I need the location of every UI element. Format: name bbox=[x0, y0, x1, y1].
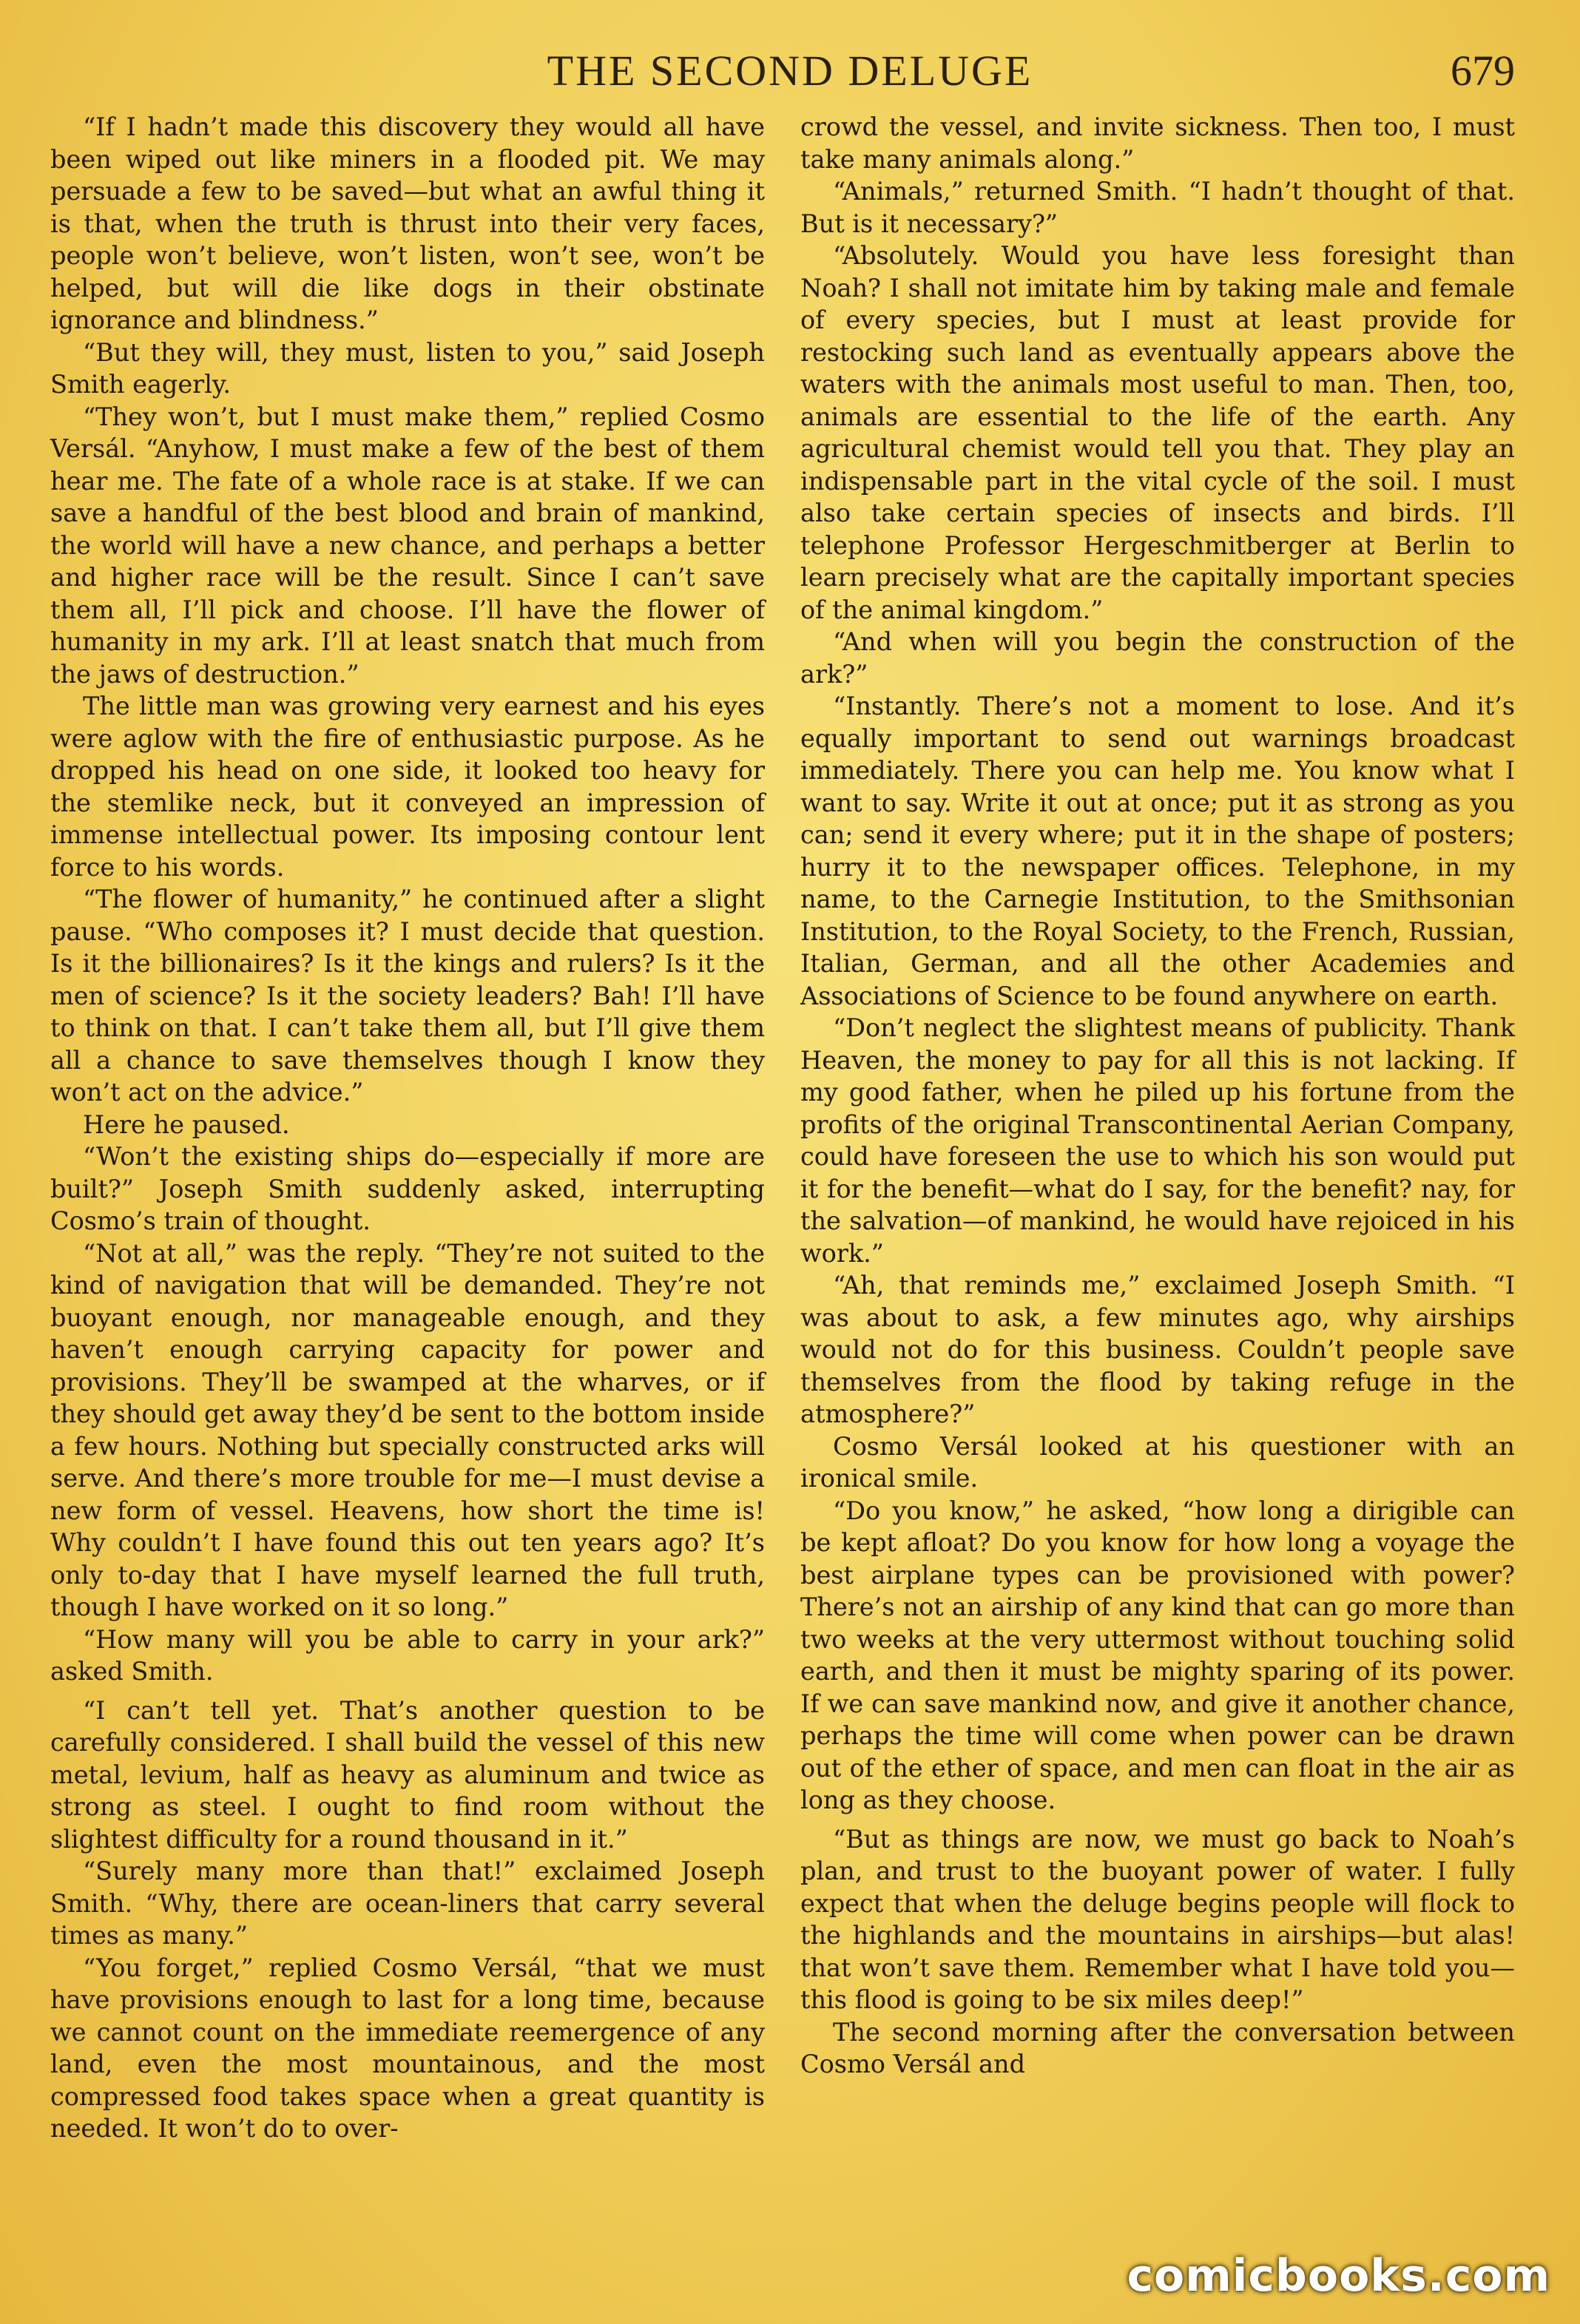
paragraph: “But they will, they must, listen to you,” said Joseph Smith eagerly. bbox=[50, 337, 765, 399]
paragraph: “Ah, that reminds me,” exclaimed Joseph Smith. “I was about to ask, a few minutes ago, why airships would not do for this business. Couldn’t people save themselves from the flood by taking refuge in the atmosphere?” bbox=[800, 1271, 1515, 1428]
paragraph: “Don’t neglect the slightest means of publicity. Thank Heaven, the money to pay for all this is not lacking. If my good father, when he piled up his fortune from the profits of the original Transcontinental Aerian Company, could have foreseen the use to which his son would put it for the benefit—what do I say, for the benefit? nay, for the salvation—of mankind, he would have rejoiced in his work.” bbox=[800, 1013, 1515, 1268]
paragraph: “How many will you be able to carry in your ark?” asked Smith. bbox=[50, 1624, 765, 1686]
paragraph: “But as things are now, we must go back to Noah’s plan, and trust to the buoyant power of water. I fully expect that when the deluge begins people will flock to the highlands and the mountains in airships—but alas! that won’t save them. Remember what I have told you—this flood is going to be six miles deep!” bbox=[800, 1824, 1515, 2014]
paragraph: “Instantly. There’s not a moment to lose. And it’s equally important to send out warnings broadcast immediately. There you can help me. You know what I want to say. Write it out at once; put it as strong as you can; send it every where; put it in the shape of posters; hurry it to the newspaper offices. Telephone, in my name, to the Carnegie Institution, to the Smithsonian Institution, to the Royal Society, to the French, Russian, Italian, German, and all the other Academies and Associations of Science to be found anywhere on earth. bbox=[800, 692, 1515, 1010]
paragraph: “Do you know,” he asked, “how long a dirigible can be kept afloat? Do you know for how long a voyage the best airplane types can be provisioned with power? There’s not an airship of any kind that can go more than two weeks at the very uttermost without touching solid earth, and then it must be mighty sparing of its power. If we can save mankind now, and give it another chance, perhaps the time will come when power can be drawn out of the ether of space, and men can float in the air as long as they choose. bbox=[800, 1496, 1515, 1814]
paragraph: “Won’t the existing ships do—especially if more are built?” Joseph Smith suddenly asked, interrupting Cosmo’s train of thought. bbox=[50, 1142, 765, 1235]
paragraph: The little man was growing very earnest and his eyes were aglow with the fire of enthusiastic purpose. As he dropped his head on one side, it looked too heavy for the stemlike neck, but it conveyed an impression of immense intellectual power. Its imposing contour lent force to his words. bbox=[50, 692, 765, 882]
paragraph: “The flower of humanity,” he continued after a slight pause. “Who composes it? I must decide that question. Is it the billionaires? Is it the kings and rulers? Is it the men of science? Is it the society leaders? Bah! I’ll have to think on that. I can’t take them all, but I’ll give them all a chance to save themselves though I know they won’t act on the advice.” bbox=[50, 885, 765, 1107]
paragraph: Here he paused. bbox=[83, 1109, 290, 1139]
paragraph: The second morning after the conversation between Cosmo Versál and bbox=[800, 2017, 1515, 2078]
running-title: THE SECOND DELUGE bbox=[547, 47, 1033, 95]
page-number: 679 bbox=[1451, 47, 1515, 95]
paragraph: “If I hadn’t made this discovery they would all have been wiped out like miners in a flooded pit. We may persuade a few to be saved—but what an awful thing it is that, when the truth is thrust into their very faces, people won’t believe, won’t listen, won’t see, won’t be helped, but will die like dogs in their obstinate ignorance and blindness.” bbox=[50, 112, 765, 334]
paragraph: “They won’t, but I must make them,” replied Cosmo Versál. “Anyhow, I must make a few of the best of them hear me. The fate of a whole race is at stake. If we can save a handful of the best blood and brain of mankind, the world will have a new chance, and perhaps a better and higher race will be the result. Since I can’t save them all, I’ll pick and choose. I’ll have the flower of humanity in my ark. I’ll at least snatch that much from the jaws of destruction.” bbox=[50, 402, 765, 689]
left-column bbox=[50, 111, 765, 2145]
paragraph: “Absolutely. Would you have less foresight than Noah? I shall not imitate him by taking male and female of every species, but I must at least provide for restocking such land as eventually appears above the waters with the animals most useful to man. Then, too, animals are essential to the life of the earth. Any agricultural chemist would tell you that. They play an indispensable part in the vital cycle of the soil. I must also take certain species of insects and birds. I’ll telephone Professor Hergeschmitberger at Berlin to learn precisely what are the capitally important species of the animal kingdom.” bbox=[800, 241, 1515, 624]
paragraph: “Animals,” returned Smith. “I hadn’t thought of that. But is it necessary?” bbox=[800, 177, 1515, 238]
paragraph: “Not at all,” was the reply. “They’re not suited to the kind of navigation that will be demanded. They’re not buoyant enough, nor manageable enough, and they haven’t enough carrying capacity for power and provisions. They’ll be swamped at the wharves, or if they should get away they’d be sent to the bottom inside a few hours. Nothing but specially constructed arks will serve. And there’s more trouble for me—I must devise a new form of vessel. Heavens, how short the time is! Why couldn’t I have found this out ten years ago? It’s only to-day that I have myself learned the full truth, though I have worked on it so long.” bbox=[50, 1238, 765, 1621]
paragraph: “You forget,” replied Cosmo Versál, “that we must have provisions enough to last for a long time, because we cannot count on the immediate reemergence of any land, even the most mountainous, and the most compressed food takes space when a great quantity is needed. It won’t do to over- bbox=[50, 1953, 765, 2143]
paragraph: Cosmo Versál looked at his questioner with an ironical smile. bbox=[800, 1431, 1515, 1493]
paragraph: “Surely many more than that!” exclaimed Joseph Smith. “Why, there are ocean-liners that carry several times as many.” bbox=[50, 1857, 765, 1950]
paragraph: “I can’t tell yet. That’s another question to be carefully considered. I shall build the vessel of this new metal, levium, half as heavy as aluminum and twice as strong as steel. I ought to find room without the slightest difficulty for a round thousand in it.” bbox=[50, 1695, 765, 1854]
paragraph: “And when will you begin the construction of the ark?” bbox=[800, 627, 1515, 689]
right-column bbox=[800, 111, 1515, 2081]
paragraph-continued: crowd the vessel, and invite sickness. Then too, I must take many animals along.” bbox=[800, 112, 1515, 174]
watermark-logo: comicbooks.com bbox=[1127, 2250, 1550, 2302]
